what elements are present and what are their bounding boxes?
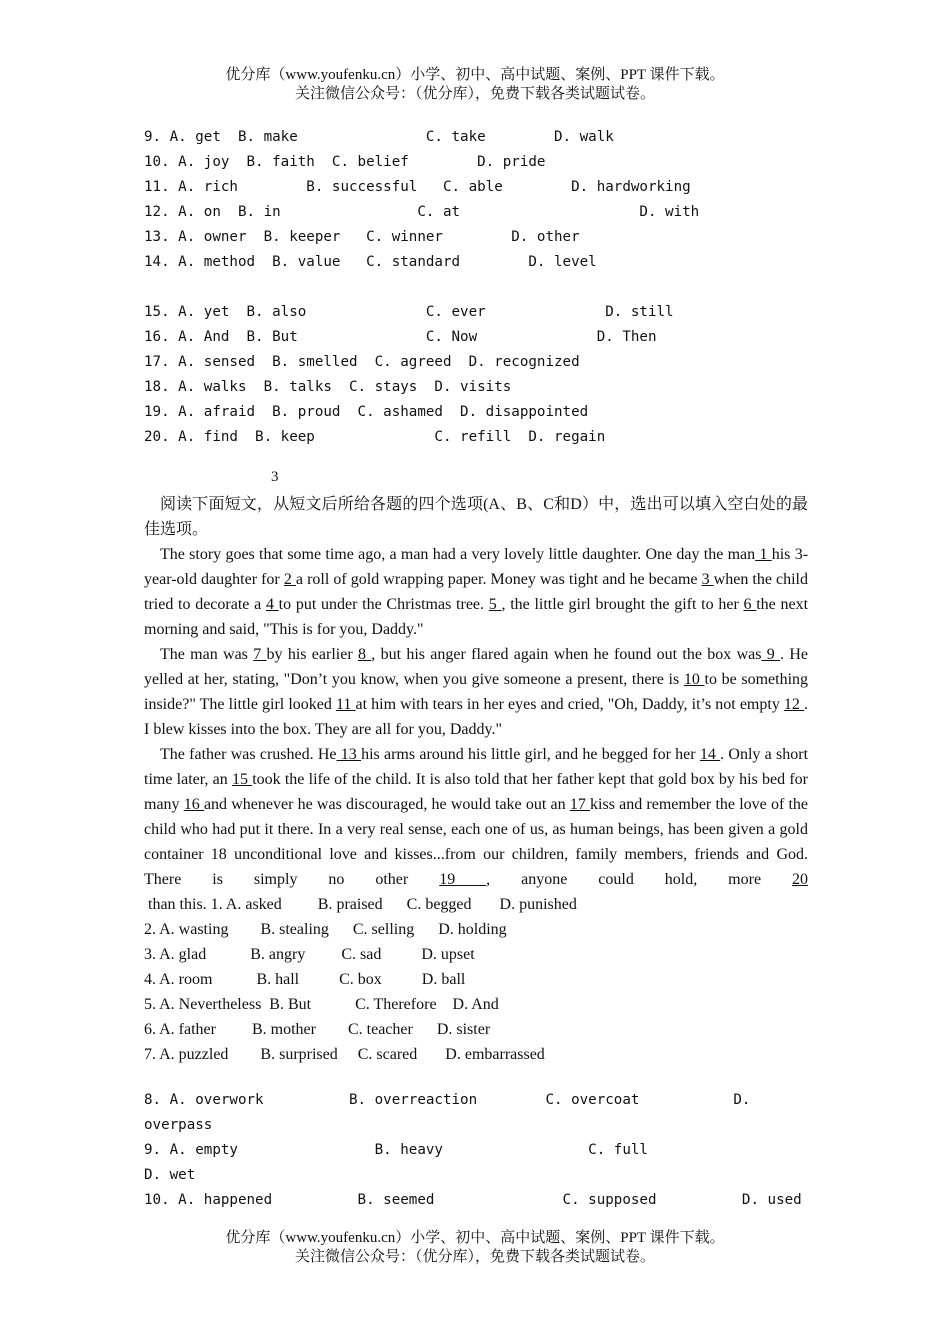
option-line: 2. A. wasting B. stealing C. selling D. holding (144, 921, 507, 938)
passage-paragraph-1: The story goes that some time ago, a man had a very lovely little daughter. One day the man 1 his 3-year-old daughter for 2 a roll of gold wrapping paper. Money was tight and he became 3 when the child tried to decorate a 4 to put under the Christmas tree. 5 , the little girl brought the gift to her 6 the next morning and said, "This is for you, Daddy." (144, 546, 809, 638)
header-line-2: 关注微信公众号：（优分库），免费下载各类试题试卷。 (294, 86, 655, 102)
blank-4: 4 (265, 596, 279, 613)
options-list-9-20 (144, 125, 699, 450)
option-line: 13. A. owner B. keeper C. winner D. other (144, 229, 580, 245)
footer-line-1: 优分库（www.youfenku.cn）小学、初中、高中试题、案例、PPT 课件下载。 (225, 1230, 725, 1246)
blank-1: 1 (755, 546, 772, 563)
option-line: 11. A. rich B. successful C. able D. hardworking (144, 179, 691, 195)
blank-11: 11 (335, 696, 356, 713)
blank-10: 10 (683, 671, 705, 688)
blank-3: 3 (701, 571, 714, 588)
section-number: 3 (271, 469, 279, 485)
header-line-1: 优分库（www.youfenku.cn）小学、初中、高中试题、案例、PPT 课件下载。 (225, 67, 725, 83)
option-line: 18. A. walks B. talks C. stays D. visits (144, 379, 512, 395)
option-line: D. wet (144, 1167, 196, 1183)
option-line: 10. A. joy B. faith C. belief D. pride (144, 154, 546, 170)
page-header (0, 66, 950, 104)
option-line: 15. A. yet B. also C. ever D. still (144, 304, 674, 320)
option-line: 17. A. sensed B. smelled C. agreed D. recognized (144, 354, 580, 370)
option-line: 5. A. Nevertheless B. But C. Therefore D. And (144, 996, 499, 1013)
passage-paragraph-3: The father was crushed. He 13 his arms around his little girl, and he begged for her 14 . Only a short time later, an 15 took the life of the child. It is also told that her father kept that gold box by his bed for many 16 and whenever he was discouraged, he would take out an 17 kiss and remember the love of the child who had put it there. In a very real sense, each one of us, as human beings, has been given a gold container 18 unconditional love and kisses...from our children, family members, friends and God. There is simply no other 19 , anyone could hold, more 20 than this. 1. A. asked B. praised C. begged D. punished (144, 746, 809, 913)
blank-17: 17 (569, 796, 591, 813)
cloze-passage (144, 492, 808, 1067)
option-line: 12. A. on B. in C. at D. with (144, 204, 700, 220)
option-line: overpass (144, 1117, 213, 1133)
blank-5: 5 (488, 596, 502, 613)
blank-2: 2 (283, 571, 296, 588)
option-line: 9. A. empty B. heavy C. full (144, 1142, 648, 1158)
options-list-8-10 (144, 1088, 802, 1213)
option-line: 4. A. room B. hall C. box D. ball (144, 971, 466, 988)
option-line: 10. A. happened B. seemed C. supposed D. used (144, 1192, 802, 1208)
blank-19: 19 (439, 871, 487, 888)
blank-9: 9 (761, 646, 781, 663)
blank-7: 7 (253, 646, 267, 663)
blank-13: 13 (336, 746, 362, 763)
passage-paragraph-2: The man was 7 by his earlier 8 , but his anger flared again when he found out the box was 9 . He yelled at her, stating, "Don’t you know, when you give someone a present, there is 10 to be something inside?" The little girl looked 11 at him with tears in her eyes and cried, "Oh, Daddy, it’s not empty 12 . I blew kisses into the box. They are all for you, Daddy." (144, 646, 809, 738)
options-list-2-7 (144, 917, 808, 1067)
blank-15: 15 (231, 771, 253, 788)
option-line: 6. A. father B. mother C. teacher D. sister (144, 1021, 491, 1038)
blank-16: 16 (183, 796, 204, 813)
blank-12: 12 (783, 696, 805, 713)
blank-20: 20 (792, 871, 808, 888)
option-line (144, 275, 699, 300)
option-line: 20. A. find B. keep C. refill D. regain (144, 429, 606, 445)
blank-14: 14 (699, 746, 721, 763)
option-line: 3. A. glad B. angry C. sad D. upset (144, 946, 475, 963)
option-line: 19. A. afraid B. proud C. ashamed D. disappointed (144, 404, 589, 420)
page-footer (0, 1229, 950, 1267)
blank-6: 6 (743, 596, 757, 613)
footer-line-2: 关注微信公众号：（优分库），免费下载各类试题试卷。 (294, 1249, 655, 1265)
option-line: 14. A. method B. value C. standard D. level (144, 254, 597, 270)
instruction: 阅读下面短文，从短文后所给各题的四个选项(A、B、C和D）中，选出可以填入空白处的最佳选项。 (144, 496, 808, 538)
option-line: 7. A. puzzled B. surprised C. scared D. embarrassed (144, 1046, 545, 1063)
option-line: 16. A. And B. But C. Now D. Then (144, 329, 657, 345)
option-line: 8. A. overwork B. overreaction C. overcoat D. (144, 1092, 751, 1108)
blank-8: 8 (357, 646, 372, 663)
option-line: 9. A. get B. make C. take D. walk (144, 129, 614, 145)
